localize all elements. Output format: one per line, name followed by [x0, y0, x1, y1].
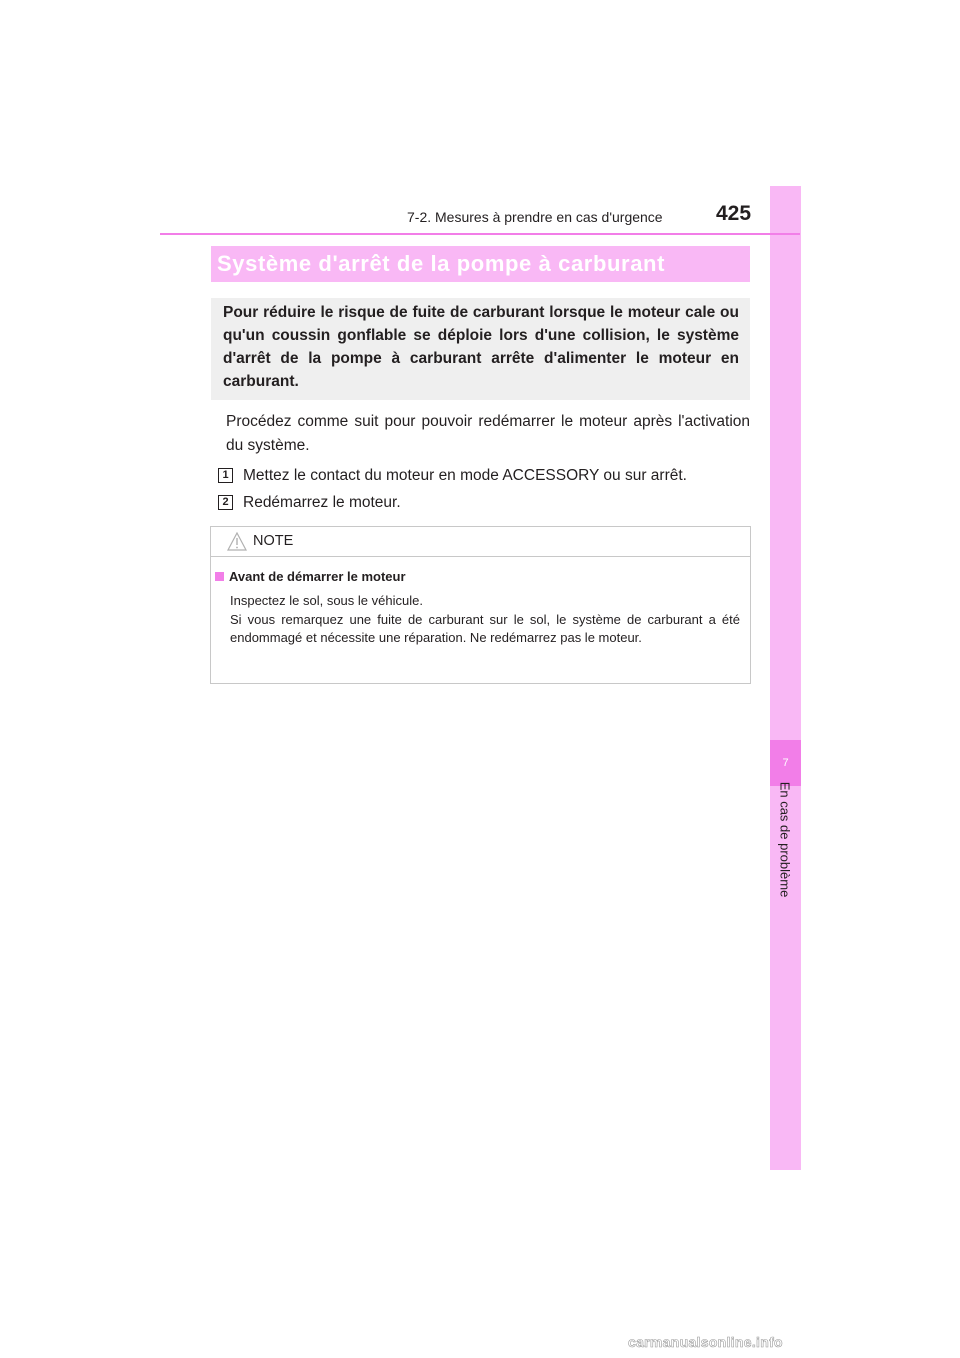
section-path: 7-2. Mesures à prendre en cas d'urgence — [407, 209, 663, 225]
warning-triangle-icon — [227, 532, 247, 551]
intro-text: Pour réduire le risque de fuite de carburant lorsque le moteur cale ou qu'un coussin gonflable se déploie lors d'une collision, le système d'arrêt de la pompe à carburant arrête d'alimenter le moteur en carburant. — [223, 304, 739, 390]
step-1 — [218, 466, 687, 486]
watermark: carmanualsonline.info — [628, 1334, 783, 1350]
note-line-2: Si vous remarquez une fuite de carburant sur le sol, le système de carburant a été endommagé et nécessite une réparation. Ne redémarrez pas le moteur. — [230, 611, 740, 645]
chapter-side-tab — [770, 186, 801, 1170]
step-number: 1 — [218, 468, 233, 483]
note-header — [211, 527, 750, 557]
chapter-label: En cas de problème — [777, 781, 793, 898]
step-number: 2 — [218, 495, 233, 510]
square-bullet-icon — [215, 572, 224, 581]
chapter-number: 7 — [782, 757, 789, 769]
page-number: 425 — [716, 202, 752, 225]
intro-box — [211, 298, 750, 400]
header-rule — [160, 233, 800, 235]
step-text: Mettez le contact du moteur en mode ACCESSORY ou sur arrêt. — [243, 467, 687, 484]
note-heading-text: Avant de démarrer le moteur — [229, 569, 406, 584]
step-text: Redémarrez le moteur. — [243, 494, 401, 511]
chapter-number-tab — [770, 740, 801, 786]
note-box — [210, 526, 751, 684]
section-title-bar — [211, 246, 750, 282]
note-heading — [215, 569, 406, 584]
note-line-1: Inspectez le sol, sous le véhicule. — [230, 593, 423, 608]
note-label: NOTE — [253, 533, 294, 549]
note-text — [230, 592, 740, 648]
step-2 — [218, 493, 401, 513]
section-title: Système d'arrêt de la pompe à carburant — [217, 251, 666, 276]
body-text: Procédez comme suit pour pouvoir redémarrer le moteur après l'activation du système. — [226, 413, 750, 454]
